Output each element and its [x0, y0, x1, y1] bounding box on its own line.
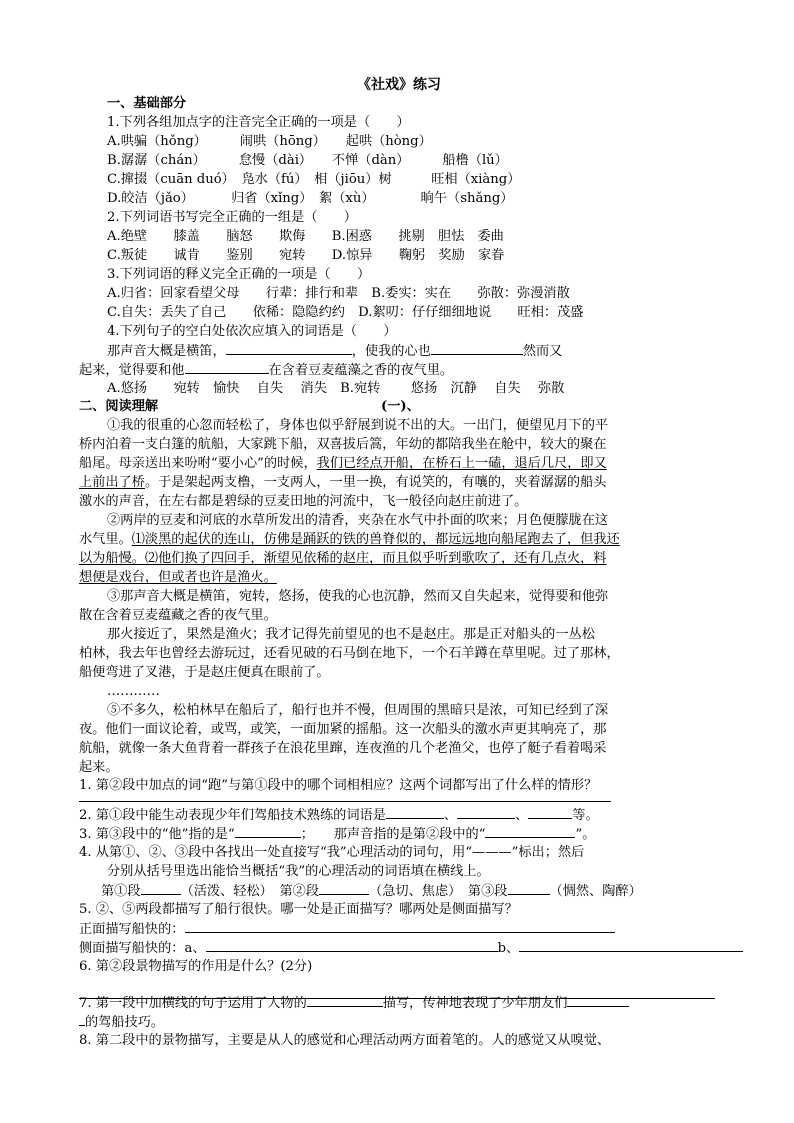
underlined-sentence: 我们已经点开船，在桥石上一磕，退后几尺，即又 — [316, 456, 607, 471]
passage-p5-line3: 航船，就像一条大鱼背着一群孩子在浪花里蹿，连夜渔的几个老渔父，也停了艇子看着喝采 — [79, 741, 607, 756]
section-basics-heading: 一、基础部分 — [107, 96, 187, 111]
q1-option-a: A.哄骗（hǒng） 闹哄（hōng） 起哄（hòng） — [107, 134, 432, 149]
passage-p2-line1: ②两岸的豆麦和河底的水草所发出的清香，夹杂在水气中扑面的吹来；月色便朦胧在这 — [107, 513, 609, 528]
q1-option-d: D.皎洁（jǎo） 归省（xǐng） 絮（xù） 晌午（shǎng） — [107, 191, 514, 206]
q3-blank-1[interactable] — [235, 825, 301, 838]
q4-blank-1[interactable] — [226, 342, 352, 355]
q1-option-b: B.潺潺（chán） 怠慢（dài） 不惮（dàn） 船橹（lǔ） — [107, 153, 508, 168]
q7-text-b: 描写，传神地表现了少年朋友们 — [382, 996, 568, 1011]
q5-side-label-b: b、 — [497, 941, 520, 956]
q4-para2-blank[interactable] — [319, 882, 369, 895]
q4-options: A.悠扬 宛转 愉快 自失 消失 B.宛转 悠扬 沉静 自失 弥散 — [107, 381, 565, 396]
q5-front-blank[interactable] — [185, 920, 615, 933]
q4-para2-label: （活泼、轻松） 第②段 — [180, 884, 320, 899]
q4-text-e: 在含着豆麦蕴藻之香的夜气里。 — [268, 363, 454, 378]
question-3-text-c: ”。 — [575, 827, 596, 842]
q2-sep-1: 、 — [443, 808, 458, 823]
q4-para3-label: （急切、焦虑） 第③段 — [369, 884, 508, 899]
q4-text-d: 起来，觉得要和他 — [79, 363, 185, 378]
passage-p1-line3 — [79, 455, 607, 472]
passage-p4-line1: 那火接近了，果然是渔火；我才记得先前望见的也不是赵庄。那是正对船头的一丛松 — [107, 627, 595, 642]
q4-blank-2[interactable] — [431, 342, 523, 355]
question-3-text-b: ； 那声音指的是第②段中的“ — [300, 827, 486, 842]
question-4-line2: 分别从括号里选出能恰当概括“我”的心理活动的词语填在横线上。 — [107, 864, 490, 879]
passage-p5-line4: 起来。 — [79, 760, 119, 775]
page-title: 《社戏》练习 — [357, 77, 441, 93]
question-3-text-a: 3. 第③段中的“他”指的是“ — [79, 827, 235, 842]
q4-text-a: 那声音大概是横笛， — [107, 344, 226, 359]
q3-blank-2[interactable] — [485, 825, 575, 838]
q5-side-label-a: 侧面描写船快的：a、 — [79, 941, 206, 956]
q4-sentence-line2 — [79, 361, 453, 379]
passage-p1-line4-text: 。于是架起两支橹，一支两人，一里一换，有说笑的，有嚷的，夹着潺潺的船头 — [144, 475, 607, 490]
q7-blank-1[interactable] — [307, 994, 383, 1007]
question-2-text: 2. 第①段中能生动表现少年们驾船技术熟练的词语是 — [79, 808, 386, 823]
q4-para3-blank[interactable] — [508, 882, 550, 895]
passage-p1-line3-text: 船尾。母亲送出来吩咐“要小心”的时候， — [79, 456, 317, 471]
passage-p2-line2-text: 水气里。 — [79, 532, 132, 547]
section-reading-heading: 二、阅读理解 — [79, 399, 159, 414]
question-5-side — [79, 939, 743, 957]
q5-side-blank-a[interactable] — [206, 939, 498, 952]
passage-p1-line2: 桥内泊着一支白篷的航船，大家跳下船，双喜拔后篙，年幼的都陪我坐在舱中，较大的聚在 — [79, 437, 607, 452]
q2-sep-2: 、 — [515, 808, 529, 823]
q4-sentence-line1 — [107, 342, 562, 360]
q4-para1-blank[interactable] — [141, 882, 181, 895]
q2-options-cd: C.叛徒 诚肯 鉴别 宛转 D.惊异 鞠躬 奖励 家眷 — [107, 248, 505, 263]
passage-p2-line3: 以为船慢。⑵他们换了四回手，渐望见依稀的赵庄，而且似乎听到歌吹了，还有几点火，料 — [79, 551, 607, 566]
passage-p1-line5: 激水的声音，在左右都是碧绿的豆麦田地的河流中，飞一般径向赵庄前进了。 — [79, 494, 528, 509]
q2-blank-2[interactable] — [457, 806, 515, 819]
q2-end: 等。 — [572, 808, 599, 823]
q3-options-ab: A.归省：回家看望父母 行辈：排行和辈 B.委实：实在 弥散：弥漫消散 — [107, 286, 570, 301]
question-4-line3 — [101, 882, 642, 900]
question-1: 1. 第②段中加点的词“跑”与第①段中的哪个词相相应？这两个词都写出了什么样的情形？ — [79, 778, 598, 793]
question-4-line1: 4. 从第①、②、③段中各找出一处直接写“我”心理活动的词句，用“———”标出；然后 — [79, 845, 585, 860]
q7-text-a: 7. 第一段中加横线的句子运用了人物的 — [79, 996, 307, 1011]
q7-blank-2[interactable] — [567, 994, 629, 1007]
q4-text-b: ，使我的心也 — [351, 344, 431, 359]
q3-options-cd: C.自失：丢失了自己 依稀：隐隐约约 D.絮叨：仔仔细细地说 旺相：茂盛 — [107, 305, 584, 320]
passage-p1-line1: ①我的很重的心忽而轻松了，身体也似乎舒展到说不出的大。一出门，便望见月下的平 — [107, 418, 609, 433]
underlined-sentence-1: ⑴淡黑的起伏的连山，仿佛是踊跃的铁的兽脊似的，都远远地向船尾跑去了，但我还 — [131, 532, 620, 547]
q2-stem: 2.下列词语书写完全正确的一组是（ ） — [107, 210, 357, 225]
passage-p2-line4: 想便是戏台，但或者也许是渔火。 — [79, 570, 277, 585]
passage-p3-line1: ③那声音大概是横笛，宛转，悠扬，使我的心也沉静，然而又自失起来，觉得要和他弥 — [107, 589, 609, 604]
q4-blank-3[interactable] — [185, 361, 269, 374]
q4-para3-options: （惆然、陶醉） — [549, 884, 642, 899]
question-7-line1 — [79, 994, 629, 1012]
passage-p2-line2 — [79, 531, 620, 548]
question-5-front — [79, 920, 615, 938]
passage-ellipsis: ………… — [107, 684, 160, 699]
q4-para1-label: 第①段 — [101, 884, 141, 899]
q2-blank-3[interactable] — [528, 806, 572, 819]
passage-p4-line2: 柏林，我去年也曾经去游玩过，还看见破的石马倒在地下，一个石羊蹲在草里呢。过了那林， — [79, 646, 620, 661]
passage-p3-line2: 散在含着豆麦蕴藏之香的夜气里。 — [79, 608, 277, 623]
question-8: 8. 第二段中的景物描写，主要是从人的感觉和心理活动两方面着笔的。人的感觉又从嗅觉、 — [79, 1033, 611, 1048]
question-3 — [79, 825, 595, 843]
question-5: 5. ②、⑤两段都描写了船行很快。哪一处是正面描写？哪两处是侧面描写？ — [79, 902, 518, 917]
question-1-answer-line[interactable] — [79, 789, 611, 802]
passage-p5-line2: 夜。他们一面议论着，或骂，或笑，一面加紧的摇船。这一次船头的激水声更其响亮了，那 — [79, 722, 607, 737]
question-2 — [79, 806, 599, 824]
q2-blank-1[interactable] — [386, 806, 444, 819]
q3-stem: 3.下列词语的释义完全正确的一项是（ ） — [107, 267, 371, 282]
underlined-sentence-end: 上前出了桥 — [79, 475, 145, 490]
passage-p4-line3: 船便弯进了叉港，于是赵庄便真在眼前了。 — [79, 665, 330, 680]
question-7-line2 — [79, 1013, 164, 1031]
q4-stem: 4.下列句子的空白处依次应填入的词语是（ ） — [107, 324, 397, 339]
passage-p1-line4 — [79, 474, 607, 491]
q2-options-ab: A.绝壁 膝盖 脑怒 欺侮 B.困惑 挑剔 胆怯 委曲 — [107, 229, 504, 244]
passage-p5-line1: ⑤不多久，松柏林早在船后了，船行也并不慢，但周围的黑暗只是浓，可知已经到了深 — [107, 703, 609, 718]
q5-side-blank-b[interactable] — [519, 939, 743, 952]
q1-option-c: C.撺掇（cuān duó） 凫水（fú） 相（jiōu）树 旺相（xiàng） — [107, 172, 521, 187]
q5-front-label: 正面描写船快的： — [79, 922, 185, 937]
passage-number: (一)、 — [381, 399, 420, 414]
q4-text-c: 然而又 — [522, 344, 563, 359]
question-6: 6. 第②段景物描写的作用是什么？(2分) — [79, 959, 313, 974]
q7-text-c: 的驾船技巧。 — [85, 1015, 165, 1030]
q1-stem: 1.下列各组加点字的注音完全正确的一项是（ ） — [107, 115, 410, 130]
